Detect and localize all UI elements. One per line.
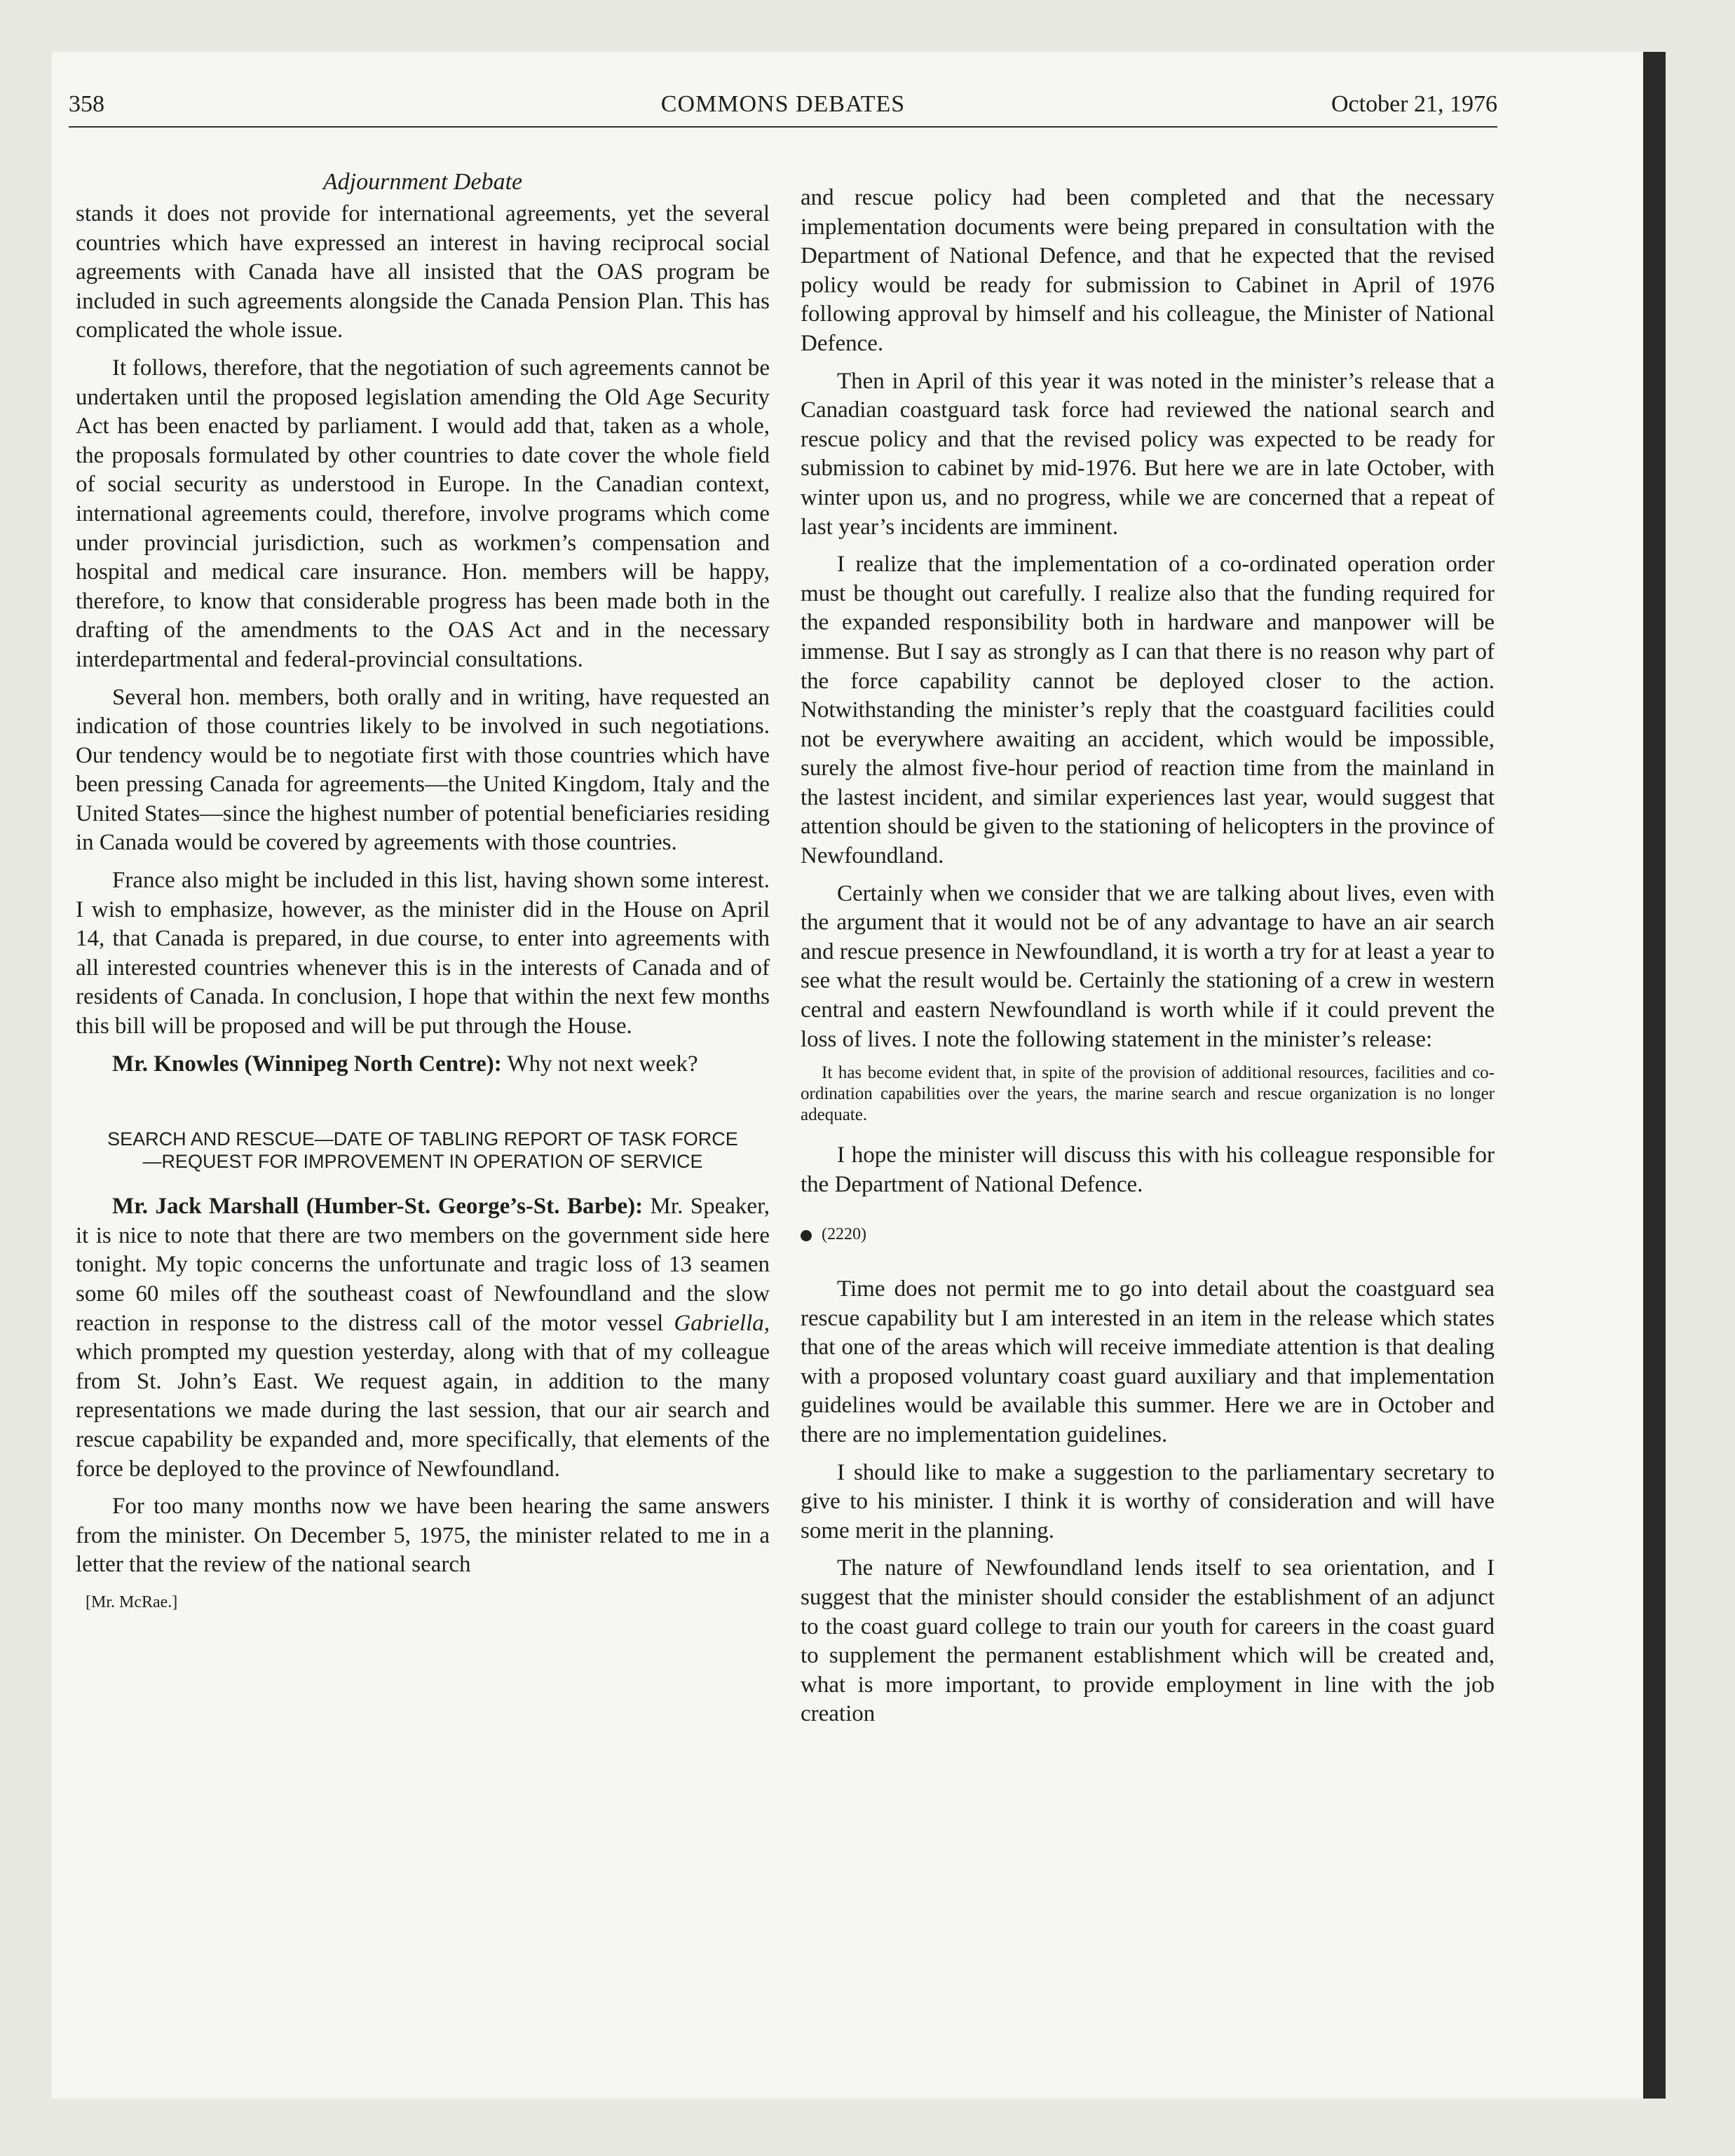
running-head: Adjournment Debate (322, 169, 523, 195)
paragraph: It follows, therefore, that the negotiation of such agreements cannot be undertaken until the proposed legislation amending the Old Age Security Act has been enacted by parliament. I would add that, taken as a whole, the proposals formulated by other countries to date cover the whole field of social security as understood in Europe. In the Canadian context, international agreements could, therefore, involve programs which come under provincial jurisdiction, such as workmen’s compensation and hospital and medical care insurance. Hon. members will be happy, therefore, to know that considerable progress has been made both in the drafting of the amendments to the OAS Act and in the necessary interdepartmental and federal-provincial consultations. (76, 355, 770, 672)
paragraph: and rescue policy had been completed and that the necessary implementation documents were being prepared in consultation with the Department of National Defence, and that he expected that the revised policy would be ready for submission to Cabinet in April of 1976 following approval by himself and his colleague, the Minister of National Defence. (801, 185, 1495, 356)
timestamp-marker (801, 1220, 1495, 1250)
paragraph: The nature of Newfoundland lends itself to sea orientation, and I suggest that the minister should consider the establishment of an adjunct to the coast guard college to train our youth for careers in the coast guard to supplement the permanent establishment which will be created and, what is more important, to provide employment in line with the job creation (801, 1555, 1495, 1727)
left-column (76, 168, 770, 1626)
page-number: 358 (69, 91, 104, 117)
speech-text: Why not next week? (501, 1051, 698, 1077)
speech-text: which prompted my question yesterday, along with that of my colleague from St. John’s East. We request again, in addition to the many representations we made during the last session, that our air search and rescue capability be expanded and, more specifically, that elements of the force be deployed to the province of Newfoundland. (76, 1339, 770, 1482)
paragraph-knowles (76, 1050, 770, 1079)
block-quote: It has become evident that, in spite of the provision of additional resources, facilities and co-ordination capabilities over the years, the marine search and rescue organization is no longer adequate. (801, 1063, 1495, 1125)
paragraph: Several hon. members, both orally and in writing, have requested an indication of those countries likely to be involved in such negotiations. Our tendency would be to negotiate first with those countries which have been pressing Canada for agreements—the United Kingdom, Italy and the United States—since the highest number of potential beneficiaries residing in Canada would be covered by agreements with those countries. (76, 684, 770, 856)
paragraph: Then in April of this year it was noted in the minister’s release that a Canadian coastguard task force had reviewed the national search and rescue policy and that the revised policy was expected to be ready for submission to cabinet by mid-1976. But here we are in late October, with winter upon us, and no progress, while we are concerned that a repeat of last year’s incidents are imminent. (801, 368, 1495, 540)
paragraph: I realize that the implementation of a co-ordinated operation order must be thought out carefully. I realize also that the funding required for the expanded responsibility both in hardware and manpower will be immense. But I say as strongly as I can that there is no reason why part of the force capability cannot be deployed closer to the action. Notwithstanding the minister’s reply that the coastguard facilities could not be everywhere awaiting an accident, which would be impossible, surely the almost five-hour period of reaction time from the mainland in the lastest incident, and similar experiences last year, would suggest that attention should be given to the stationing of helicopters in the province of Newfoundland. (801, 552, 1495, 869)
section-heading: SEARCH AND RESCUE—DATE OF TABLING REPORT OF TASK FORCE—REQUEST FOR IMPROVEMENT IN OPERATION OF SERVICE (107, 1128, 738, 1173)
paragraph-marshall (76, 1192, 770, 1484)
right-column (801, 184, 1495, 1738)
paragraph: I hope the minister will discuss this with his colleague responsible for the Department of National Defence. (801, 1142, 1495, 1197)
bullet-icon (801, 1230, 812, 1241)
paragraph: Certainly when we consider that we are talking about lives, even with the argument that it would not be of any advantage to have an air search and rescue presence in Newfoundland, it is worth a try for at least a year to see what the result would be. Certainly the stationing of a crew in western central and eastern Newfoundland is worth while if it could prevent the loss of lives. I note the following statement in the minister’s release: (801, 880, 1495, 1052)
publication-date: October 21, 1976 (1331, 91, 1497, 117)
paragraph: Time does not permit me to go into detail about the coastguard sea rescue capability but I am interested in an item in the release which states that one of the areas which will receive immediate attention is that dealing with a proposed voluntary coast guard auxiliary and that implementation guidelines would be available this summer. Here we are in October and there are no implementation guidelines. (801, 1276, 1495, 1447)
speech-text: Mr. Speaker, it is nice to note that there are two members on the government side here tonight. My topic concerns the unfortunate and tragic loss of 13 seamen some 60 miles off the southeast coast of Newfoundland and the slow reaction in response to the distress call of the motor vessel (76, 1194, 770, 1336)
paragraph: France also might be included in this list, having shown some interest. I wish to emphasize, however, as the minister did in the House on April 14, that Canada is prepared, in due course, to enter into agreements with all interested countries whenever this is in the interests of Canada and of residents of Canada. In conclusion, I hope that within the next few months this bill will be proposed and will be put through the House. (76, 868, 770, 1039)
vessel-name: Gabriella, (674, 1310, 770, 1336)
timestamp-text: (2220) (822, 1225, 866, 1244)
publication-title: COMMONS DEBATES (660, 91, 906, 117)
paragraph: I should like to make a suggestion to the parliamentary secretary to give to his minister. I think it is worthy of consideration and will have some merit in the planning. (801, 1459, 1495, 1543)
speaker-name: Mr. Knowles (Winnipeg North Centre): (112, 1051, 502, 1077)
speaker-footnote: [Mr. McRae.] (86, 1592, 178, 1611)
page-header (69, 91, 1497, 128)
scan-edge (1643, 52, 1666, 2099)
paragraph: For too many months now we have been hearing the same answers from the minister. On December 5, 1975, the minister related to me in a letter that the review of the national search (76, 1494, 770, 1578)
paragraph: stands it does not provide for international agreements, yet the several countries which have expressed an interest in having reciprocal social agreements with Canada have all insisted that the OAS program be included in such agreements alongside the Canada Pension Plan. This has complicated the whole issue. (76, 201, 770, 343)
speaker-name: Mr. Jack Marshall (Humber-St. George’s-St. Barbe): (112, 1194, 644, 1220)
